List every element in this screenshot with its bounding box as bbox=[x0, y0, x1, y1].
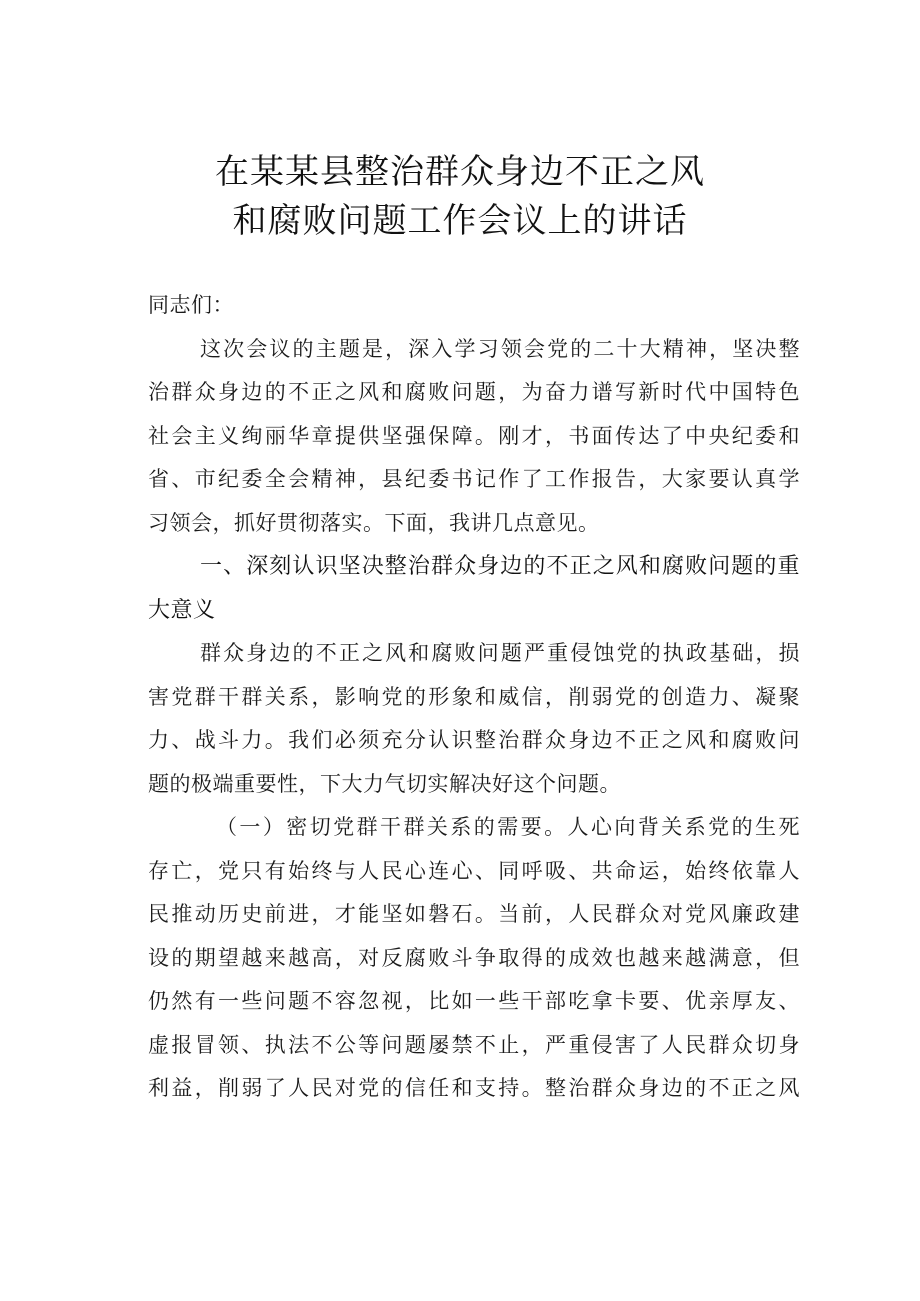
paragraph-line: 存亡，党只有始终与人民心连心、同呼吸、共命运，始终依靠人 bbox=[148, 858, 800, 883]
paragraph-subsection-1 bbox=[148, 806, 800, 1111]
paragraph-line: 害党群干群关系，影响党的形象和威信，削弱党的创造力、凝聚 bbox=[148, 684, 800, 709]
greeting: 同志们： bbox=[148, 293, 234, 317]
paragraph-line: 仍然有一些问题不容忽视，比如一些干部吃拿卡要、优亲厚友、 bbox=[148, 989, 800, 1013]
heading-line: 一、深刻认识坚决整治群众身边的不正之风和腐败问题的重 bbox=[200, 554, 800, 579]
paragraph-line: 利益，削弱了人民对党的信任和支持。整治群众身边的不正之风 bbox=[148, 1076, 800, 1100]
title-line-1: 在某某县整治群众身边不正之风 bbox=[215, 152, 705, 192]
paragraph-line: 虚报冒领、执法不公等问题屡禁不止，严重侵害了人民群众切身 bbox=[148, 1032, 800, 1057]
paragraph-line: 群众身边的不正之风和腐败问题严重侵蚀党的执政基础，损 bbox=[200, 641, 800, 665]
paragraph-intro bbox=[148, 328, 800, 546]
paragraph-line: 治群众身边的不正之风和腐败问题，为奋力谱写新时代中国特色 bbox=[148, 380, 800, 404]
paragraph-line: 民推动历史前进，才能坚如磐石。当前，人民群众对党风廉政建 bbox=[148, 902, 800, 926]
title-line-2: 和腐败问题工作会议上的讲话 bbox=[232, 201, 688, 241]
paragraph-line: 习领会，抓好贯彻落实。下面，我讲几点意见。 bbox=[148, 510, 600, 535]
speech-title bbox=[0, 148, 920, 246]
paragraph-line: 题的极端重要性，下大力气切实解决好这个问题。 bbox=[148, 771, 621, 796]
heading-line: 大意义 bbox=[148, 597, 216, 623]
paragraph-line: 省、市纪委全会精神，县纪委书记作了工作报告，大家要认真学 bbox=[148, 467, 800, 491]
paragraph-significance bbox=[148, 632, 800, 806]
speech-body bbox=[148, 284, 800, 1111]
paragraph-line: 这次会议的主题是，深入学习领会党的二十大精神，坚决整 bbox=[200, 336, 800, 361]
section-heading-1 bbox=[148, 545, 800, 632]
paragraph-line: （一）密切党群干群关系的需要。人心向背关系党的生死 bbox=[216, 815, 800, 839]
paragraph-line: 社会主义绚丽华章提供坚强保障。刚才，书面传达了中央纪委和 bbox=[148, 423, 800, 448]
paragraph-line: 力、战斗力。我们必须充分认识整治群众身边不正之风和腐败问 bbox=[148, 728, 800, 752]
paragraph-line: 设的期望越来越高，对反腐败斗争取得的成效也越来越满意，但 bbox=[148, 945, 800, 970]
